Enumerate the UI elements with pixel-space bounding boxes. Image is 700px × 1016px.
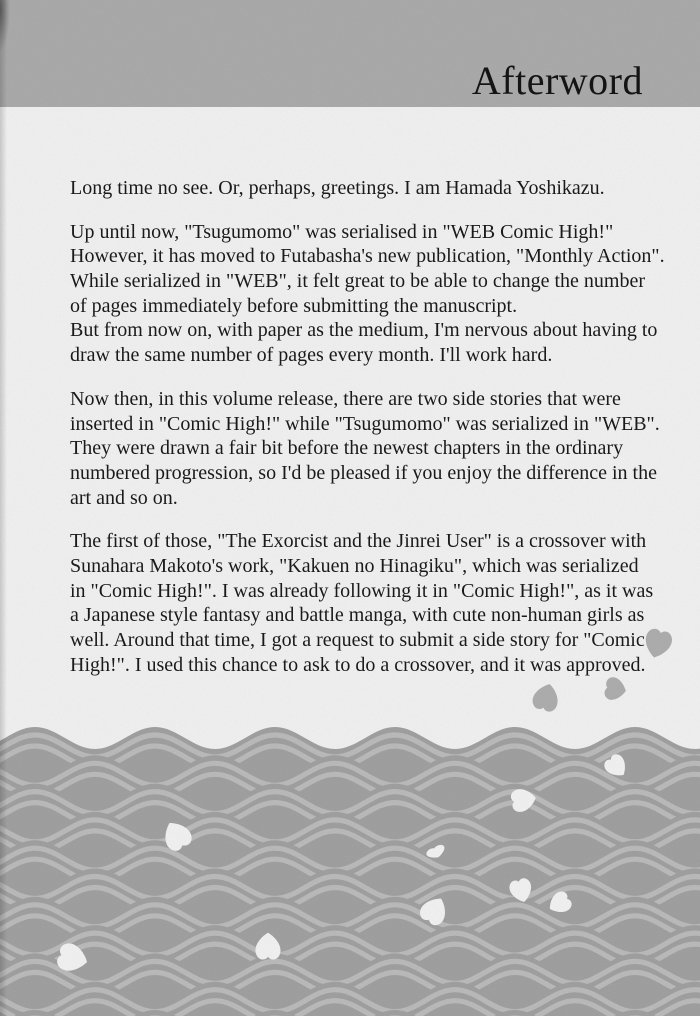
text-line: The first of those, "The Exorcist and the Jinrei User" is a crossover with bbox=[70, 530, 647, 553]
text-line: numbered progression, so I'd be pleased if you enjoy the difference in the bbox=[70, 461, 657, 484]
text-line: Now then, in this volume release, there are two side stories that were bbox=[70, 387, 621, 410]
text-line: While serialized in "WEB", it felt great to be able to change the number bbox=[70, 270, 645, 293]
text-line: Up until now, "Tsugumomo" was serialised in "WEB Comic High!" bbox=[70, 220, 614, 243]
wave-pattern bbox=[0, 700, 700, 1016]
sakura-petal-icon bbox=[603, 676, 627, 702]
text-line: However, it has moved to Futabasha's new publication, "Monthly Action". bbox=[70, 245, 665, 268]
text-line: Long time no see. Or, perhaps, greetings. I am Hamada Yoshikazu. bbox=[70, 177, 605, 199]
text-line: But from now on, with paper as the medium, I'm nervous about having to bbox=[70, 319, 658, 342]
paragraph-side-stories bbox=[70, 387, 660, 510]
paragraph-greeting bbox=[70, 176, 645, 201]
text-line: draw the same number of pages every month. I'll work hard. bbox=[70, 344, 553, 367]
text-line: Sunahara Makoto's work, "Kakuen no Hinagiku", which was serialized bbox=[70, 554, 639, 577]
text-line: of pages immediately before submitting the manuscript. bbox=[70, 294, 518, 317]
sakura-petal-icon bbox=[531, 681, 562, 713]
sakura-petal-icon bbox=[641, 627, 674, 661]
text-line: High!". I used this chance to ask to do a crossover, and it was approved. bbox=[70, 653, 646, 676]
falling-petals-gray bbox=[0, 620, 700, 720]
text-line: They were drawn a fair bit before the newest chapters in the ordinary bbox=[70, 437, 624, 460]
text-line: in "Comic High!". I was already following it in "Comic High!", as it was bbox=[70, 579, 654, 602]
afterword-text bbox=[70, 176, 665, 696]
text-line: art and so on. bbox=[70, 486, 178, 509]
text-line: inserted in "Comic High!" while "Tsugumomo" was serialized in "WEB". bbox=[70, 412, 660, 435]
paragraph-serialization bbox=[70, 220, 665, 368]
page-title: Afterword bbox=[471, 58, 643, 103]
text-line: well. Around that time, I got a request to submit a side story for "Comic bbox=[70, 629, 645, 651]
text-line: a Japanese style fantasy and battle manga, with cute non-human girls as bbox=[70, 604, 645, 627]
header-band bbox=[0, 0, 700, 107]
